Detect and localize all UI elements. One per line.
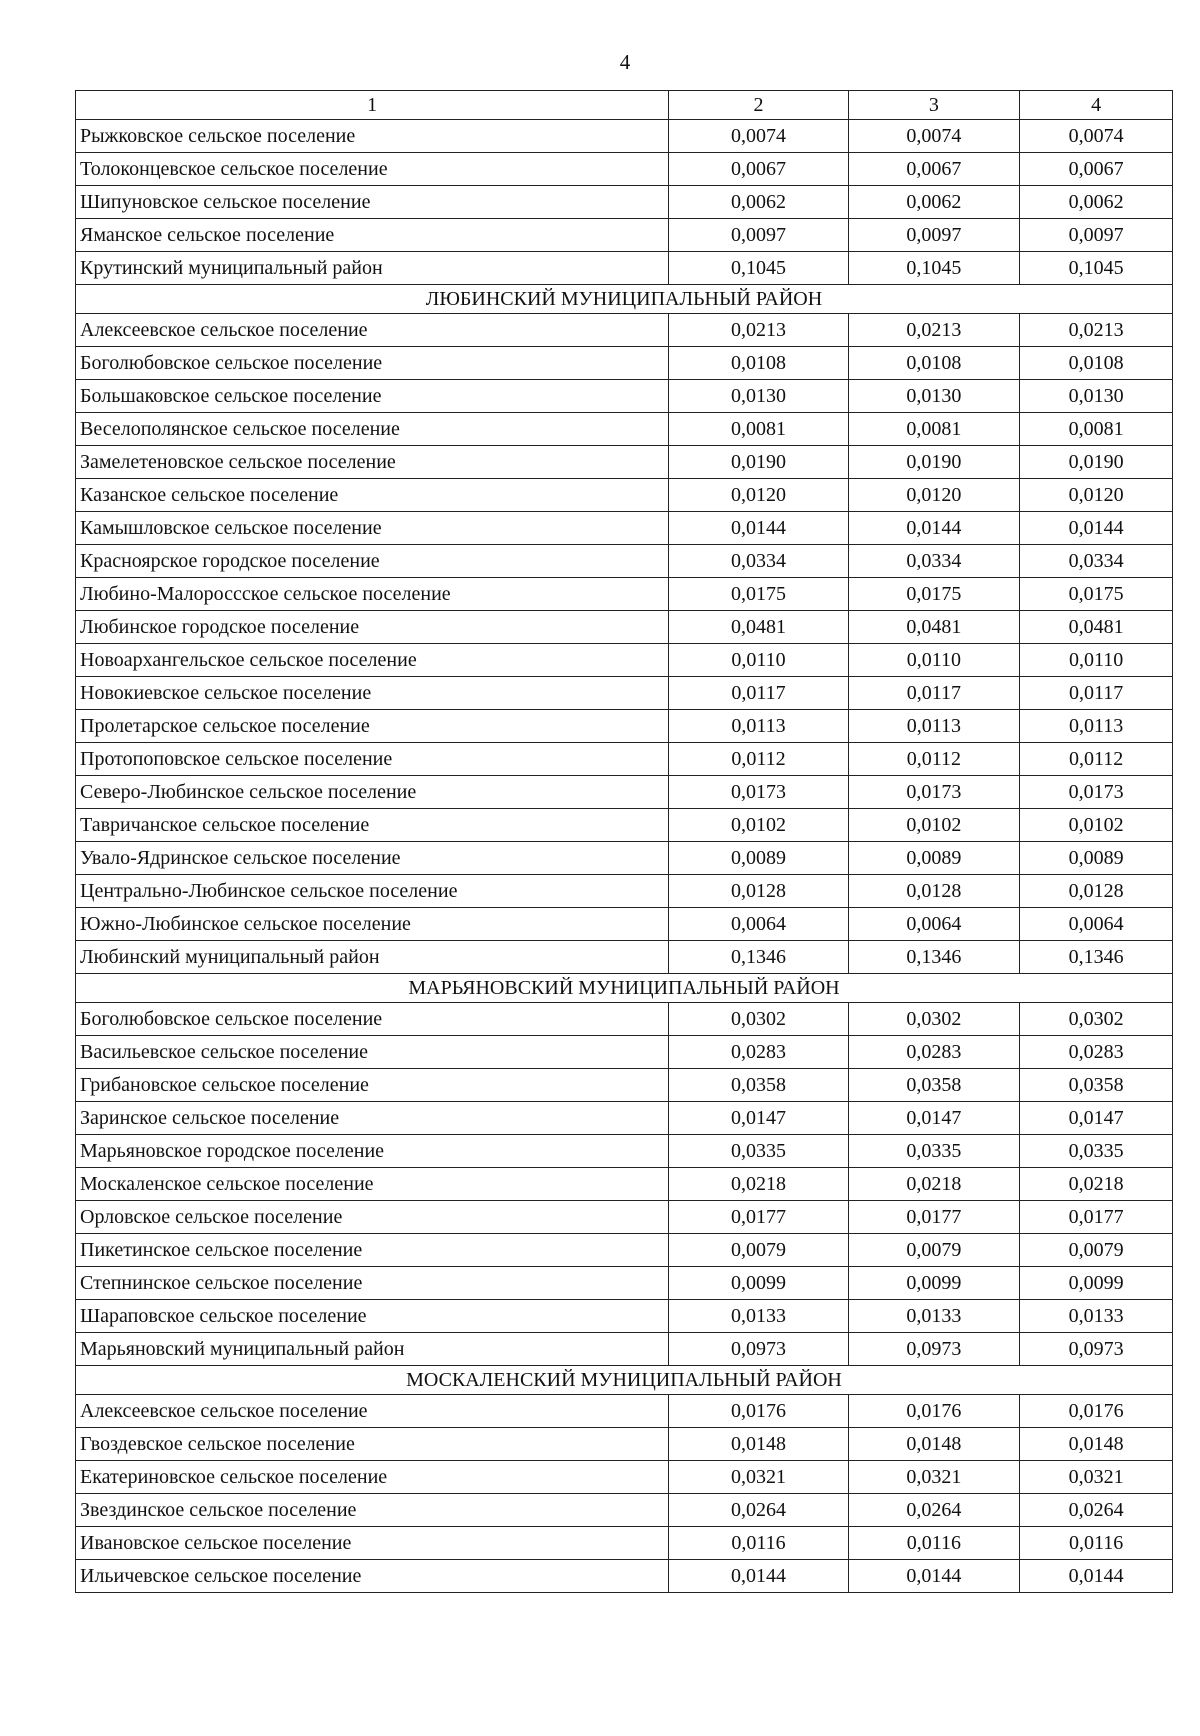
- table-row: [76, 314, 1173, 347]
- value-cell-col3: 0,0117: [848, 677, 1020, 710]
- page-number: 4: [619, 50, 631, 74]
- value-cell-col4: 0,0144: [1020, 1560, 1173, 1593]
- table-row: [76, 380, 1173, 413]
- value-cell-col2: 0,0133: [669, 1300, 848, 1333]
- value-cell-col2: 0,0334: [669, 545, 848, 578]
- value-cell-col3: 0,0102: [848, 809, 1020, 842]
- settlement-name-cell: Екатериновское сельское поселение: [76, 1461, 669, 1494]
- settlement-name-cell: Шараповское сельское поселение: [76, 1300, 669, 1333]
- column-header-2: 2: [669, 91, 848, 120]
- value-cell-col2: 0,0144: [669, 1560, 848, 1593]
- table-row: [76, 1135, 1173, 1168]
- value-cell-col2: 0,0067: [669, 153, 848, 186]
- value-cell-col3: 0,0110: [848, 644, 1020, 677]
- table-row: [76, 644, 1173, 677]
- table-row: [76, 578, 1173, 611]
- value-cell-col4: 0,0133: [1020, 1300, 1173, 1333]
- settlement-name-cell: Боголюбовское сельское поселение: [76, 1003, 669, 1036]
- value-cell-col3: 0,0067: [848, 153, 1020, 186]
- table-row: [76, 1267, 1173, 1300]
- value-cell-col4: 0,0089: [1020, 842, 1173, 875]
- table-row: [76, 941, 1173, 974]
- table-row: [76, 1069, 1173, 1102]
- section-header-row: [76, 1366, 1173, 1395]
- value-cell-col2: 0,0147: [669, 1102, 848, 1135]
- value-cell-col3: 0,0177: [848, 1201, 1020, 1234]
- value-cell-col3: 0,0097: [848, 219, 1020, 252]
- column-header-1: 1: [76, 91, 669, 120]
- value-cell-col3: 0,0283: [848, 1036, 1020, 1069]
- table-row: [76, 1036, 1173, 1069]
- value-cell-col4: 0,0108: [1020, 347, 1173, 380]
- section-header-row: [76, 974, 1173, 1003]
- value-cell-col4: 0,0074: [1020, 120, 1173, 153]
- value-cell-col3: 0,0074: [848, 120, 1020, 153]
- value-cell-col3: 0,0130: [848, 380, 1020, 413]
- value-cell-col3: 0,0081: [848, 413, 1020, 446]
- value-cell-col3: 0,0321: [848, 1461, 1020, 1494]
- value-cell-col3: 0,0334: [848, 545, 1020, 578]
- settlement-name-cell: Рыжковское сельское поселение: [76, 120, 669, 153]
- settlement-name-cell: Новокиевское сельское поселение: [76, 677, 669, 710]
- value-cell-col2: 0,0128: [669, 875, 848, 908]
- value-cell-col2: 0,0064: [669, 908, 848, 941]
- value-cell-col2: 0,0358: [669, 1069, 848, 1102]
- value-cell-col4: 0,0218: [1020, 1168, 1173, 1201]
- table-row: [76, 677, 1173, 710]
- value-cell-col4: 0,0175: [1020, 578, 1173, 611]
- value-cell-col4: 0,0067: [1020, 153, 1173, 186]
- value-cell-col4: 0,1045: [1020, 252, 1173, 285]
- value-cell-col3: 0,0147: [848, 1102, 1020, 1135]
- value-cell-col2: 0,0173: [669, 776, 848, 809]
- value-cell-col2: 0,0321: [669, 1461, 848, 1494]
- value-cell-col2: 0,0302: [669, 1003, 848, 1036]
- settlement-name-cell: Большаковское сельское поселение: [76, 380, 669, 413]
- value-cell-col2: 0,0264: [669, 1494, 848, 1527]
- settlement-name-cell: Шипуновское сельское поселение: [76, 186, 669, 219]
- value-cell-col2: 0,0148: [669, 1428, 848, 1461]
- column-header-4: 4: [1020, 91, 1173, 120]
- value-cell-col3: 0,0173: [848, 776, 1020, 809]
- value-cell-col3: 0,0264: [848, 1494, 1020, 1527]
- value-cell-col3: 0,0213: [848, 314, 1020, 347]
- table-row: [76, 743, 1173, 776]
- value-cell-col3: 0,0099: [848, 1267, 1020, 1300]
- settlement-name-cell: Новоархангельское сельское поселение: [76, 644, 669, 677]
- value-cell-col2: 0,0112: [669, 743, 848, 776]
- table-row: [76, 186, 1173, 219]
- value-cell-col2: 0,0099: [669, 1267, 848, 1300]
- value-cell-col4: 0,0112: [1020, 743, 1173, 776]
- value-cell-col4: 0,0113: [1020, 710, 1173, 743]
- value-cell-col2: 0,0110: [669, 644, 848, 677]
- value-cell-col2: 0,0130: [669, 380, 848, 413]
- table-row: [76, 611, 1173, 644]
- table-row: [76, 1234, 1173, 1267]
- settlement-name-cell: Толоконцевское сельское поселение: [76, 153, 669, 186]
- value-cell-col2: 0,0481: [669, 611, 848, 644]
- table-body: [76, 91, 1173, 1593]
- value-cell-col4: 0,0173: [1020, 776, 1173, 809]
- value-cell-col3: 0,0302: [848, 1003, 1020, 1036]
- value-cell-col3: 0,0089: [848, 842, 1020, 875]
- settlement-name-cell: Любинское городское поселение: [76, 611, 669, 644]
- value-cell-col2: 0,0079: [669, 1234, 848, 1267]
- settlement-name-cell: Замелетеновское сельское поселение: [76, 446, 669, 479]
- value-cell-col4: 0,0116: [1020, 1527, 1173, 1560]
- settlement-name-cell: Орловское сельское поселение: [76, 1201, 669, 1234]
- value-cell-col3: 0,0190: [848, 446, 1020, 479]
- value-cell-col4: 0,0283: [1020, 1036, 1173, 1069]
- value-cell-col3: 0,0973: [848, 1333, 1020, 1366]
- value-cell-col3: 0,0113: [848, 710, 1020, 743]
- settlement-name-cell: Веселополянское сельское поселение: [76, 413, 669, 446]
- table-row: [76, 512, 1173, 545]
- value-cell-col3: 0,0481: [848, 611, 1020, 644]
- settlement-name-cell: Ильичевское сельское поселение: [76, 1560, 669, 1593]
- value-cell-col2: 0,0176: [669, 1395, 848, 1428]
- value-cell-col2: 0,0108: [669, 347, 848, 380]
- section-title: МАРЬЯНОВСКИЙ МУНИЦИПАЛЬНЫЙ РАЙОН: [76, 974, 1173, 1003]
- value-cell-col2: 0,0190: [669, 446, 848, 479]
- value-cell-col4: 0,0190: [1020, 446, 1173, 479]
- value-cell-col2: 0,0218: [669, 1168, 848, 1201]
- table-row: [76, 842, 1173, 875]
- value-cell-col2: 0,0177: [669, 1201, 848, 1234]
- column-header-3: 3: [848, 91, 1020, 120]
- value-cell-col3: 0,0148: [848, 1428, 1020, 1461]
- value-cell-col2: 0,0074: [669, 120, 848, 153]
- value-cell-col2: 0,0973: [669, 1333, 848, 1366]
- value-cell-col2: 0,0113: [669, 710, 848, 743]
- settlement-name-cell: Тавричанское сельское поселение: [76, 809, 669, 842]
- table-row: [76, 446, 1173, 479]
- value-cell-col4: 0,0120: [1020, 479, 1173, 512]
- value-cell-col4: 0,0973: [1020, 1333, 1173, 1366]
- value-cell-col3: 0,0064: [848, 908, 1020, 941]
- settlement-name-cell: Казанское сельское поселение: [76, 479, 669, 512]
- value-cell-col4: 0,0079: [1020, 1234, 1173, 1267]
- settlement-name-cell: Камышловское сельское поселение: [76, 512, 669, 545]
- value-cell-col2: 0,0102: [669, 809, 848, 842]
- table-row: [76, 1201, 1173, 1234]
- table-row: [76, 809, 1173, 842]
- value-cell-col3: 0,0176: [848, 1395, 1020, 1428]
- table-row: [76, 1168, 1173, 1201]
- settlement-name-cell: Марьяновский муниципальный район: [76, 1333, 669, 1366]
- value-cell-col3: 0,0133: [848, 1300, 1020, 1333]
- value-cell-col4: 0,0148: [1020, 1428, 1173, 1461]
- settlement-name-cell: Увало-Ядринское сельское поселение: [76, 842, 669, 875]
- settlement-name-cell: Любино-Малороссское сельское поселение: [76, 578, 669, 611]
- value-cell-col2: 0,0116: [669, 1527, 848, 1560]
- value-cell-col3: 0,0144: [848, 512, 1020, 545]
- value-cell-col3: 0,0079: [848, 1234, 1020, 1267]
- value-cell-col4: 0,0481: [1020, 611, 1173, 644]
- value-cell-col2: 0,0213: [669, 314, 848, 347]
- settlement-name-cell: Звездинское сельское поселение: [76, 1494, 669, 1527]
- value-cell-col3: 0,1346: [848, 941, 1020, 974]
- value-cell-col3: 0,0144: [848, 1560, 1020, 1593]
- section-header-row: [76, 285, 1173, 314]
- table-row: [76, 120, 1173, 153]
- settlement-name-cell: Центрально-Любинское сельское поселение: [76, 875, 669, 908]
- value-cell-col4: 0,0144: [1020, 512, 1173, 545]
- table-row: [76, 1494, 1173, 1527]
- value-cell-col4: 0,0213: [1020, 314, 1173, 347]
- value-cell-col4: 0,0110: [1020, 644, 1173, 677]
- value-cell-col4: 0,0062: [1020, 186, 1173, 219]
- value-cell-col2: 0,0089: [669, 842, 848, 875]
- value-cell-col4: 0,0130: [1020, 380, 1173, 413]
- value-cell-col3: 0,0116: [848, 1527, 1020, 1560]
- table-row: [76, 545, 1173, 578]
- value-cell-col2: 0,1346: [669, 941, 848, 974]
- value-cell-col4: 0,1346: [1020, 941, 1173, 974]
- table-row: [76, 1428, 1173, 1461]
- table-row: [76, 479, 1173, 512]
- value-cell-col3: 0,0218: [848, 1168, 1020, 1201]
- value-cell-col2: 0,0117: [669, 677, 848, 710]
- table-row: [76, 252, 1173, 285]
- settlement-name-cell: Степнинское сельское поселение: [76, 1267, 669, 1300]
- value-cell-col3: 0,0335: [848, 1135, 1020, 1168]
- table-row: [76, 1527, 1173, 1560]
- header-row: [76, 91, 1173, 120]
- settlement-name-cell: Москаленское сельское поселение: [76, 1168, 669, 1201]
- value-cell-col3: 0,0128: [848, 875, 1020, 908]
- table-row: [76, 347, 1173, 380]
- table-row: [76, 776, 1173, 809]
- value-cell-col4: 0,0064: [1020, 908, 1173, 941]
- settlement-name-cell: Алексеевское сельское поселение: [76, 1395, 669, 1428]
- settlement-name-cell: Гвоздевское сельское поселение: [76, 1428, 669, 1461]
- value-cell-col2: 0,0097: [669, 219, 848, 252]
- value-cell-col2: 0,0081: [669, 413, 848, 446]
- value-cell-col4: 0,0128: [1020, 875, 1173, 908]
- value-cell-col4: 0,0097: [1020, 219, 1173, 252]
- table-row: [76, 1333, 1173, 1366]
- value-cell-col3: 0,0358: [848, 1069, 1020, 1102]
- value-cell-col2: 0,0335: [669, 1135, 848, 1168]
- value-cell-col4: 0,0321: [1020, 1461, 1173, 1494]
- data-table: [75, 90, 1173, 1593]
- settlement-name-cell: Любинский муниципальный район: [76, 941, 669, 974]
- settlement-name-cell: Грибановское сельское поселение: [76, 1069, 669, 1102]
- value-cell-col2: 0,0175: [669, 578, 848, 611]
- table-row: [76, 219, 1173, 252]
- table-row: [76, 875, 1173, 908]
- value-cell-col4: 0,0081: [1020, 413, 1173, 446]
- table-row: [76, 1300, 1173, 1333]
- value-cell-col3: 0,0175: [848, 578, 1020, 611]
- settlement-name-cell: Крутинский муниципальный район: [76, 252, 669, 285]
- table-row: [76, 1560, 1173, 1593]
- value-cell-col4: 0,0302: [1020, 1003, 1173, 1036]
- value-cell-col4: 0,0117: [1020, 677, 1173, 710]
- table-row: [76, 1102, 1173, 1135]
- value-cell-col4: 0,0334: [1020, 545, 1173, 578]
- value-cell-col4: 0,0177: [1020, 1201, 1173, 1234]
- value-cell-col3: 0,0120: [848, 479, 1020, 512]
- settlement-name-cell: Марьяновское городское поселение: [76, 1135, 669, 1168]
- table-row: [76, 1461, 1173, 1494]
- table-row: [76, 1003, 1173, 1036]
- settlement-name-cell: Ивановское сельское поселение: [76, 1527, 669, 1560]
- settlement-name-cell: Северо-Любинское сельское поселение: [76, 776, 669, 809]
- section-title: ЛЮБИНСКИЙ МУНИЦИПАЛЬНЫЙ РАЙОН: [76, 285, 1173, 314]
- value-cell-col3: 0,0108: [848, 347, 1020, 380]
- section-title: МОСКАЛЕНСКИЙ МУНИЦИПАЛЬНЫЙ РАЙОН: [76, 1366, 1173, 1395]
- settlement-name-cell: Алексеевское сельское поселение: [76, 314, 669, 347]
- value-cell-col2: 0,0120: [669, 479, 848, 512]
- settlement-name-cell: Заринское сельское поселение: [76, 1102, 669, 1135]
- table-row: [76, 710, 1173, 743]
- settlement-name-cell: Пикетинское сельское поселение: [76, 1234, 669, 1267]
- table-row: [76, 153, 1173, 186]
- value-cell-col4: 0,0147: [1020, 1102, 1173, 1135]
- table-row: [76, 908, 1173, 941]
- settlement-name-cell: Протопоповское сельское поселение: [76, 743, 669, 776]
- value-cell-col4: 0,0335: [1020, 1135, 1173, 1168]
- value-cell-col4: 0,0102: [1020, 809, 1173, 842]
- settlement-name-cell: Васильевское сельское поселение: [76, 1036, 669, 1069]
- settlement-name-cell: Пролетарское сельское поселение: [76, 710, 669, 743]
- value-cell-col2: 0,0144: [669, 512, 848, 545]
- value-cell-col4: 0,0176: [1020, 1395, 1173, 1428]
- value-cell-col3: 0,0062: [848, 186, 1020, 219]
- settlement-name-cell: Южно-Любинское сельское поселение: [76, 908, 669, 941]
- value-cell-col2: 0,0283: [669, 1036, 848, 1069]
- value-cell-col2: 0,1045: [669, 252, 848, 285]
- settlement-name-cell: Красноярское городское поселение: [76, 545, 669, 578]
- value-cell-col3: 0,1045: [848, 252, 1020, 285]
- table-row: [76, 413, 1173, 446]
- settlement-name-cell: Яманское сельское поселение: [76, 219, 669, 252]
- value-cell-col4: 0,0264: [1020, 1494, 1173, 1527]
- value-cell-col4: 0,0358: [1020, 1069, 1173, 1102]
- value-cell-col2: 0,0062: [669, 186, 848, 219]
- settlement-name-cell: Боголюбовское сельское поселение: [76, 347, 669, 380]
- table-row: [76, 1395, 1173, 1428]
- value-cell-col4: 0,0099: [1020, 1267, 1173, 1300]
- value-cell-col3: 0,0112: [848, 743, 1020, 776]
